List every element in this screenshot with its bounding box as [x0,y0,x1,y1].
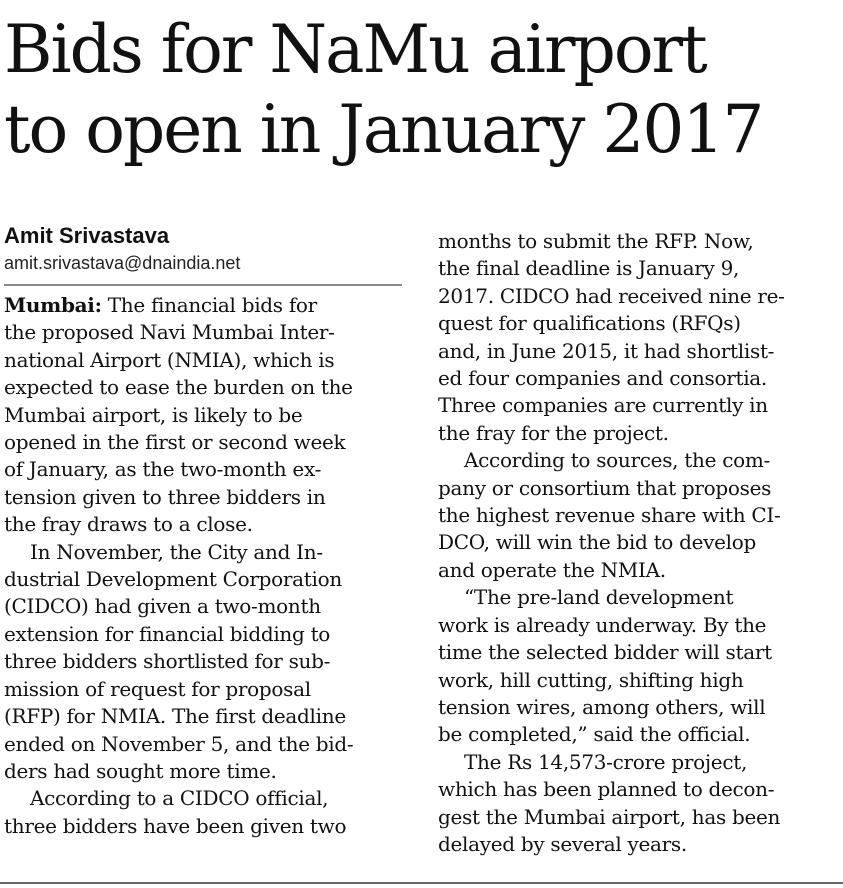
body-line: Mumbai airport, is likely to be [4,402,303,427]
body-line: delayed by several years. [438,831,687,856]
body-line: be completed,” said the official. [438,722,751,747]
body-line: of January, as the two-month ex- [4,457,322,482]
body-line: In November, the City and In- [30,539,323,564]
body-line: According to a CIDCO official, [30,786,329,811]
byline-name: Amit Srivastava [4,223,170,248]
body-line: expected to ease the burden on the [4,375,353,400]
body-line: three bidders shortlisted for sub- [4,649,331,674]
body-line: the highest revenue share with CI- [438,503,781,528]
body-line: the fray for the project. [438,420,669,445]
body-line: extension for financial bidding to [4,621,331,646]
body-line: “The pre-land development [464,585,734,610]
body-line: quest for qualifications (RFQs) [438,311,741,336]
body-line: work is already underway. By the [438,612,767,637]
byline-email: amit.srivastava@dnaindia.net [4,253,241,273]
body-line: According to sources, the com- [464,448,770,473]
body-line: pany or consortium that proposes [438,475,772,500]
body-line: months to submit the RFP. Now, [438,229,754,253]
body-line: Three companies are currently in [438,393,768,418]
body-line: and, in June 2015, it had shortlist- [438,338,775,363]
body-line: (RFP) for NMIA. The first deadline [4,704,346,729]
body-line: DCO, will win the bid to develop [438,530,757,555]
body-line: opened in the first or second week [4,430,346,455]
body-line: dustrial Development Corporation [4,567,342,592]
body-line: ended on November 5, and the bid- [4,731,354,756]
body-line: The Rs 14,573-crore project, [464,749,748,774]
body-line: and operate the NMIA. [438,557,666,582]
byline-divider [4,284,402,286]
body-line: ed four companies and consortia. [438,366,767,391]
body-line: gest the Mumbai airport, has been [438,804,781,829]
body-line: time the selected bidder will start [438,640,772,665]
left-column [4,222,404,840]
body-line: 2017. CIDCO had received nine re- [438,283,785,308]
bottom-divider [0,882,843,884]
headline-line-1: Bids for NaMu airport [4,11,706,88]
body-line: tension wires, among others, will [438,694,766,719]
headline [4,10,839,170]
dateline: Mumbai: [4,293,102,317]
body-line: work, hill cutting, shifting high [438,667,744,692]
body-line: which has been planned to decon- [438,777,775,802]
body-line: ders had sought more time. [4,758,277,783]
body-line: the proposed Navi Mumbai Inter- [4,320,335,345]
body-line: mission of request for proposal [4,676,311,701]
left-body-text [4,292,404,840]
headline-line-2: to open in January 2017 [4,91,763,168]
body-line: tension given to three bidders in [4,484,326,509]
body-line: (CIDCO) had given a two-month [4,594,321,619]
body-line-text: The financial bids for [101,293,317,317]
body-line [4,292,404,319]
right-column [438,228,838,858]
body-line: the fray draws to a close. [4,512,253,537]
body-line: national Airport (NMIA), which is [4,347,335,372]
body-line: three bidders have been given two [4,813,347,838]
body-line: the final deadline is January 9, [438,256,740,281]
